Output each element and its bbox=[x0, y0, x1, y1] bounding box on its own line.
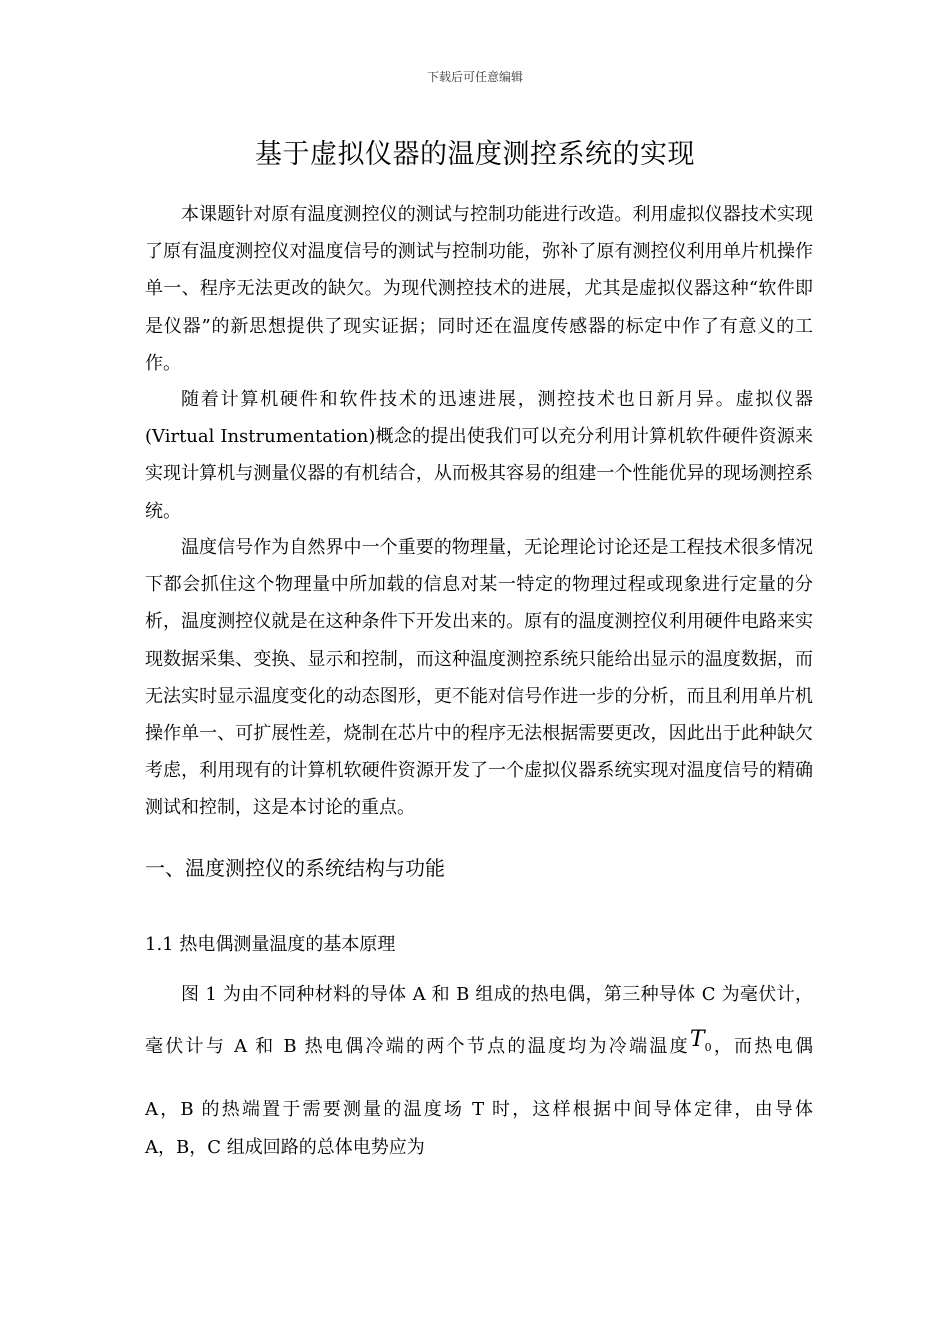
paragraph-1 bbox=[145, 196, 813, 382]
subsection-heading: 1.1 热电偶测量温度的基本原理 bbox=[145, 934, 396, 955]
paragraph-line: A，B，C 组成回路的总体电势应为 bbox=[145, 1137, 425, 1158]
math-subscript: 0 bbox=[704, 1041, 712, 1054]
paragraph-text: 温度信号作为自然界中一个重要的物理量，无论理论讨论还是工程技术很多情况下都会抓住这个物理量中所加载的信息对某一特定的物理过程或现象进行定量的分析，温度测控仪就是在这种条件下开发出来的。原有的温度测控仪利用硬件电路来实现数据采集、变换、显示和控制，而这种温度测控系统只能给出显示的温度数据，而无法实时显示温度变化的动态图形，更不能对信号作进一步的分析，而且利用单片机操作单一、可扩展性差，烧制在芯片中的程序无法根据需要更改，因此出于此种缺欠考虑，利用现有的计算机软硬件资源开发了一个虚拟仪器系统实现对温度信号的精确测试和控制，这是本讨论的重点。 bbox=[145, 537, 813, 819]
line-text: ，而热电偶 bbox=[711, 1036, 813, 1057]
header-note: 下载后可任意编辑 bbox=[426, 70, 523, 84]
line-text: 毫伏计与 A 和 B 热电偶冷端的两个节点的温度均为冷端温度 bbox=[145, 1036, 690, 1057]
paragraph-3 bbox=[145, 529, 813, 827]
paragraph-line: A，B 的热端置于需要测量的温度场 T 时，这样根据中间导体定律，由导体 bbox=[145, 1099, 813, 1120]
paragraph-line-with-math bbox=[145, 1027, 813, 1058]
paragraph-text: 随着计算机硬件和软件技术的迅速进展，测控技术也日新月异。虚拟仪器(Virtual Instrumentation)概念的提出使我们可以充分利用计算机软件硬件资源来实现计算机与测量仪器的有机结合，从而极其容易的组建一个性能优异的现场测控系统。 bbox=[145, 389, 813, 522]
document-title: 基于虚拟仪器的温度测控系统的实现 bbox=[255, 139, 695, 170]
section-heading: 一、温度测控仪的系统结构与功能 bbox=[145, 856, 445, 880]
paragraph-line: 图 1 为由不同种材料的导体 A 和 B 组成的热电偶，第三种导体 C 为毫伏计， bbox=[181, 984, 813, 1005]
paragraph-text: 本课题针对原有温度测控仪的测试与控制功能进行改造。利用虚拟仪器技术实现了原有温度测控仪对温度信号的测试与控制功能，弥补了原有测控仪利用单片机操作单一、程序无法更改的缺欠。为现代测控技术的进展，尤其是虚拟仪器这种“软件即是仪器”的新思想提供了现实证据；同时还在温度传感器的标定中作了有意义的工作。 bbox=[145, 204, 813, 374]
paragraph-2 bbox=[145, 381, 813, 530]
math-symbol: T bbox=[689, 1027, 705, 1052]
